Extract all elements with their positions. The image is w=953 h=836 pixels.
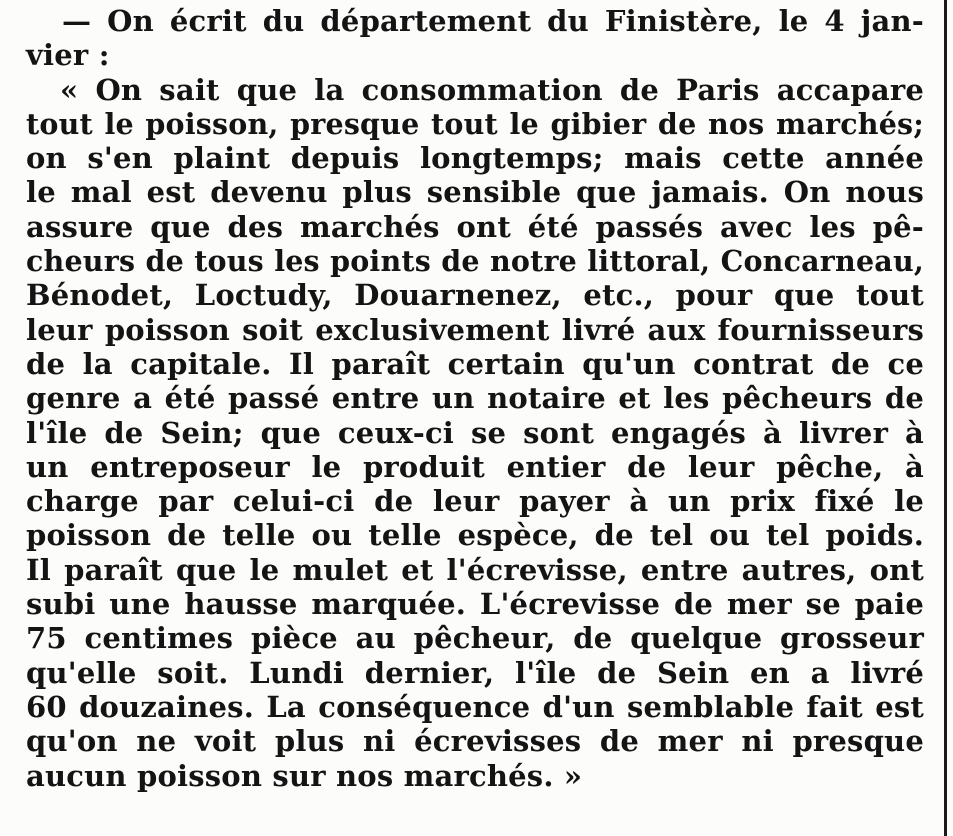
text-line-7: assure que des marchés ont été passés avec les pê- (26, 209, 924, 244)
article-text (26, 4, 924, 793)
text-line-5: on s'en plaint depuis longtemps; mais cette année (26, 141, 924, 176)
text-line-13: l'île de Sein; que ceux-ci se sont engagés à livrer à (26, 415, 924, 450)
text-line-4: tout le poisson, presque tout le gibier de nos marchés; (26, 106, 924, 141)
text-line-12: genre a été passé entre un notaire et les pêcheurs de (26, 381, 924, 416)
text-line-9: Bénodet, Loctudy, Douarnenez, etc., pour que tout (26, 278, 924, 313)
text-line-11: de la capitale. Il paraît certain qu'un contrat de ce (26, 346, 924, 381)
column-rule (944, 0, 947, 836)
text-line-21: 60 douzaines. La conséquence d'un semblable fait est (26, 689, 924, 724)
text-line-14: un entreposeur le produit entier de leur pêche, à (26, 449, 924, 484)
text-line-20: qu'elle soit. Lundi dernier, l'île de Sein en a livré (26, 655, 924, 690)
text-line-22: qu'on ne voit plus ni écrevisses de mer ni presque (26, 724, 924, 759)
text-line-17: Il paraît que le mulet et l'écrevisse, entre autres, ont (26, 552, 924, 587)
text-line-16: poisson de telle ou telle espèce, de tel ou tel poids. (26, 518, 924, 553)
text-line-18: subi une hausse marquée. L'écrevisse de mer se paie (26, 587, 924, 622)
text-line-19: 75 centimes pièce au pêcheur, de quelque grosseur (26, 621, 924, 656)
text-line-2: vier : (26, 38, 110, 73)
text-line-6: le mal est devenu plus sensible que jamais. On nous (26, 175, 924, 210)
text-line-23: aucun poisson sur nos marchés. » (26, 758, 583, 793)
text-line-1: — On écrit du département du Finistère, le 4 jan- (62, 4, 924, 38)
text-line-15: charge par celui-ci de leur payer à un prix fixé le (26, 484, 924, 519)
text-line-10: leur poisson soit exclusivement livré aux fournisseurs (26, 312, 924, 347)
text-line-8: cheurs de tous les points de notre littoral, Concarneau, (26, 244, 924, 279)
text-line-3: « On sait que la consommation de Paris accapare (60, 72, 924, 107)
